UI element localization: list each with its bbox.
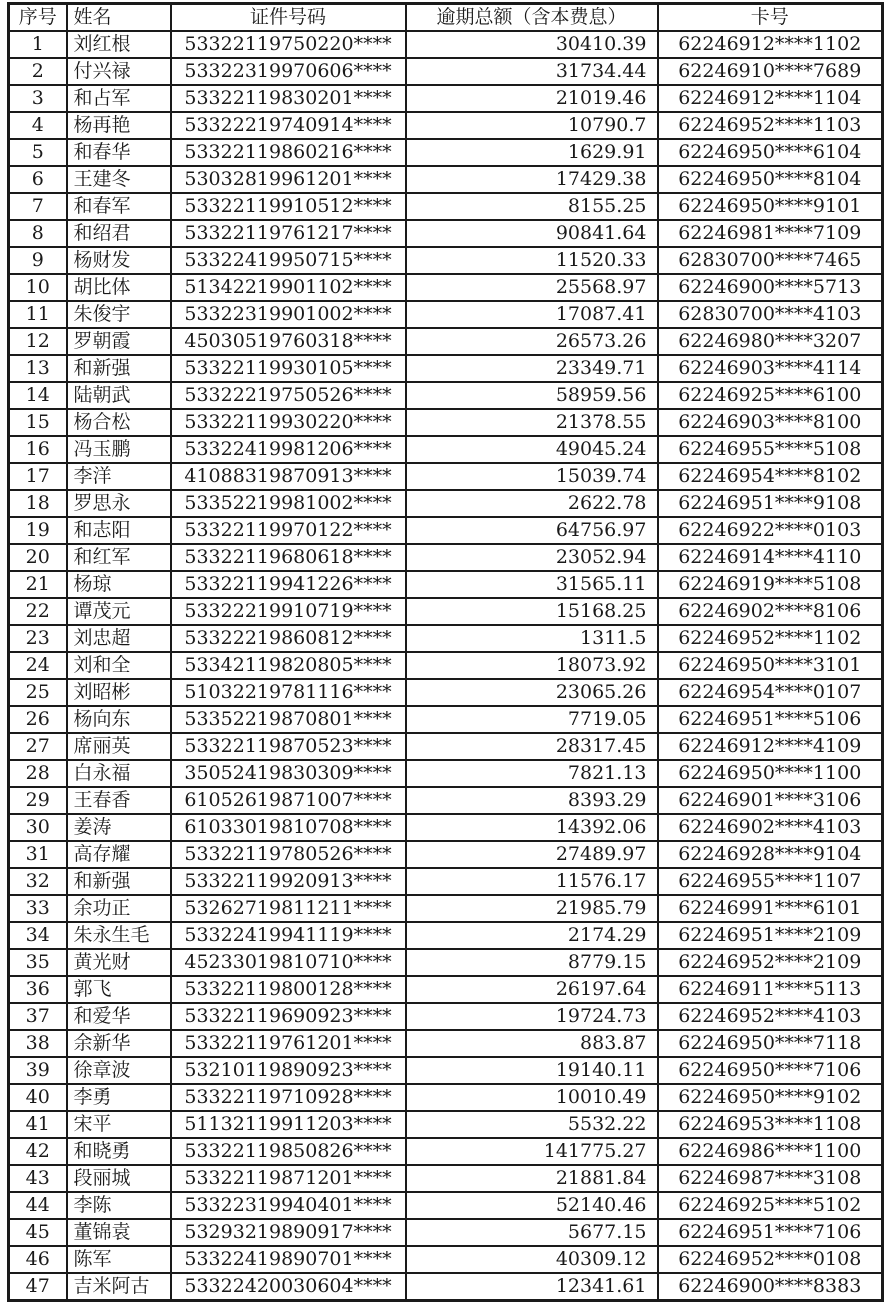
cell-index: 1 (9, 31, 67, 58)
cell-name: 王建冬 (67, 166, 171, 193)
cell-name: 王春香 (67, 787, 171, 814)
cell-name: 白永福 (67, 760, 171, 787)
cell-id-number: 61052619871007**** (171, 787, 406, 814)
cell-name: 杨财发 (67, 247, 171, 274)
cell-overdue-amount: 12341.61 (406, 1273, 658, 1301)
cell-name: 朱俊宇 (67, 301, 171, 328)
cell-id-number: 53322419890701**** (171, 1246, 406, 1273)
cell-card-number: 62246911****5113 (658, 976, 883, 1003)
cell-overdue-amount: 17087.41 (406, 301, 658, 328)
table-row (9, 1111, 883, 1138)
cell-overdue-amount: 23349.71 (406, 355, 658, 382)
cell-id-number: 61033019810708**** (171, 814, 406, 841)
table-row (9, 274, 883, 301)
cell-overdue-amount: 58959.56 (406, 382, 658, 409)
cell-name: 谭茂元 (67, 598, 171, 625)
cell-name: 付兴禄 (67, 58, 171, 85)
cell-index: 35 (9, 949, 67, 976)
table-row (9, 949, 883, 976)
overdue-accounts-table (7, 2, 884, 1302)
cell-name: 李洋 (67, 463, 171, 490)
cell-name: 刘和全 (67, 652, 171, 679)
cell-index: 32 (9, 868, 67, 895)
cell-index: 45 (9, 1219, 67, 1246)
cell-id-number: 53322219860812**** (171, 625, 406, 652)
cell-id-number: 53262719811211**** (171, 895, 406, 922)
cell-name: 罗朝霞 (67, 328, 171, 355)
cell-name: 董锦袁 (67, 1219, 171, 1246)
cell-overdue-amount: 14392.06 (406, 814, 658, 841)
column-header-overdue-amount: 逾期总额（含本费息） (406, 4, 658, 32)
cell-name: 高存耀 (67, 841, 171, 868)
cell-index: 46 (9, 1246, 67, 1273)
cell-name: 余功正 (67, 895, 171, 922)
cell-card-number: 62246900****8383 (658, 1273, 883, 1301)
cell-overdue-amount: 21019.46 (406, 85, 658, 112)
cell-name: 席丽英 (67, 733, 171, 760)
cell-index: 25 (9, 679, 67, 706)
cell-index: 27 (9, 733, 67, 760)
cell-overdue-amount: 8155.25 (406, 193, 658, 220)
cell-card-number: 62246950****7106 (658, 1057, 883, 1084)
cell-card-number: 62246950****8104 (658, 166, 883, 193)
cell-id-number: 53322219750526**** (171, 382, 406, 409)
cell-card-number: 62246951****2109 (658, 922, 883, 949)
cell-card-number: 62246928****9104 (658, 841, 883, 868)
cell-overdue-amount: 21881.84 (406, 1165, 658, 1192)
cell-name: 杨合松 (67, 409, 171, 436)
table-row (9, 409, 883, 436)
cell-name: 和晓勇 (67, 1138, 171, 1165)
cell-overdue-amount: 31565.11 (406, 571, 658, 598)
cell-overdue-amount: 15168.25 (406, 598, 658, 625)
cell-card-number: 62246912****4109 (658, 733, 883, 760)
table-row (9, 814, 883, 841)
cell-index: 34 (9, 922, 67, 949)
cell-index: 16 (9, 436, 67, 463)
cell-name: 徐章波 (67, 1057, 171, 1084)
cell-index: 14 (9, 382, 67, 409)
cell-card-number: 62246902****4103 (658, 814, 883, 841)
cell-name: 刘忠超 (67, 625, 171, 652)
cell-index: 26 (9, 706, 67, 733)
cell-id-number: 53342119820805**** (171, 652, 406, 679)
cell-index: 43 (9, 1165, 67, 1192)
table-row (9, 31, 883, 58)
cell-name: 和红军 (67, 544, 171, 571)
cell-name: 李勇 (67, 1084, 171, 1111)
cell-index: 47 (9, 1273, 67, 1301)
cell-name: 和爱华 (67, 1003, 171, 1030)
table-row (9, 1138, 883, 1165)
cell-index: 13 (9, 355, 67, 382)
cell-index: 24 (9, 652, 67, 679)
cell-overdue-amount: 21985.79 (406, 895, 658, 922)
cell-name: 胡比体 (67, 274, 171, 301)
cell-overdue-amount: 52140.46 (406, 1192, 658, 1219)
cell-overdue-amount: 23065.26 (406, 679, 658, 706)
cell-id-number: 53322119871201**** (171, 1165, 406, 1192)
cell-card-number: 62246900****5713 (658, 274, 883, 301)
table-row (9, 112, 883, 139)
cell-card-number: 62246919****5108 (658, 571, 883, 598)
table-row (9, 760, 883, 787)
cell-overdue-amount: 883.87 (406, 1030, 658, 1057)
table-row (9, 598, 883, 625)
column-header-id-number: 证件号码 (171, 4, 406, 32)
cell-id-number: 35052419830309**** (171, 760, 406, 787)
cell-name: 和志阳 (67, 517, 171, 544)
cell-index: 22 (9, 598, 67, 625)
cell-name: 和绍君 (67, 220, 171, 247)
cell-id-number: 53322319970606**** (171, 58, 406, 85)
table-row (9, 382, 883, 409)
cell-name: 陆朝武 (67, 382, 171, 409)
cell-card-number: 62246951****7106 (658, 1219, 883, 1246)
cell-card-number: 62246950****7118 (658, 1030, 883, 1057)
cell-card-number: 62246950****9101 (658, 193, 883, 220)
cell-overdue-amount: 64756.97 (406, 517, 658, 544)
cell-index: 28 (9, 760, 67, 787)
cell-id-number: 53032819961201**** (171, 166, 406, 193)
cell-index: 11 (9, 301, 67, 328)
table-row (9, 895, 883, 922)
cell-index: 44 (9, 1192, 67, 1219)
cell-name: 罗思永 (67, 490, 171, 517)
cell-overdue-amount: 11520.33 (406, 247, 658, 274)
cell-card-number: 62246901****3106 (658, 787, 883, 814)
table-row (9, 58, 883, 85)
cell-id-number: 53210119890923**** (171, 1057, 406, 1084)
cell-index: 19 (9, 517, 67, 544)
cell-overdue-amount: 8393.29 (406, 787, 658, 814)
table-row (9, 976, 883, 1003)
table-row (9, 1003, 883, 1030)
cell-overdue-amount: 2622.78 (406, 490, 658, 517)
cell-id-number: 53322119930105**** (171, 355, 406, 382)
cell-id-number: 53322119680618**** (171, 544, 406, 571)
table-row (9, 1219, 883, 1246)
cell-index: 6 (9, 166, 67, 193)
table-row (9, 463, 883, 490)
cell-id-number: 53322419981206**** (171, 436, 406, 463)
cell-card-number: 62246912****1102 (658, 31, 883, 58)
cell-name: 宋平 (67, 1111, 171, 1138)
cell-card-number: 62246950****3101 (658, 652, 883, 679)
cell-card-number: 62246955****1107 (658, 868, 883, 895)
cell-overdue-amount: 5532.22 (406, 1111, 658, 1138)
table-row (9, 220, 883, 247)
cell-index: 36 (9, 976, 67, 1003)
cell-name: 和新强 (67, 868, 171, 895)
cell-index: 42 (9, 1138, 67, 1165)
cell-overdue-amount: 21378.55 (406, 409, 658, 436)
cell-name: 姜涛 (67, 814, 171, 841)
cell-name: 陈军 (67, 1246, 171, 1273)
cell-overdue-amount: 23052.94 (406, 544, 658, 571)
table-row (9, 1273, 883, 1301)
cell-id-number: 53322119860216**** (171, 139, 406, 166)
cell-index: 38 (9, 1030, 67, 1057)
cell-id-number: 53322119780526**** (171, 841, 406, 868)
cell-overdue-amount: 1311.5 (406, 625, 658, 652)
cell-name: 杨向东 (67, 706, 171, 733)
cell-card-number: 62246952****2109 (658, 949, 883, 976)
cell-id-number: 53322119970122**** (171, 517, 406, 544)
cell-name: 余新华 (67, 1030, 171, 1057)
cell-index: 18 (9, 490, 67, 517)
table-row (9, 85, 883, 112)
cell-id-number: 53322119920913**** (171, 868, 406, 895)
cell-id-number: 53322419950715**** (171, 247, 406, 274)
cell-name: 朱永生毛 (67, 922, 171, 949)
cell-overdue-amount: 11576.17 (406, 868, 658, 895)
cell-overdue-amount: 26197.64 (406, 976, 658, 1003)
table-row (9, 301, 883, 328)
cell-index: 3 (9, 85, 67, 112)
table-row (9, 490, 883, 517)
cell-card-number: 62246952****1102 (658, 625, 883, 652)
cell-id-number: 53322219910719**** (171, 598, 406, 625)
cell-id-number: 53322119850826**** (171, 1138, 406, 1165)
cell-index: 37 (9, 1003, 67, 1030)
cell-card-number: 62246954****0107 (658, 679, 883, 706)
cell-id-number: 53322119761217**** (171, 220, 406, 247)
cell-id-number: 53322119710928**** (171, 1084, 406, 1111)
cell-name: 刘红根 (67, 31, 171, 58)
cell-overdue-amount: 5677.15 (406, 1219, 658, 1246)
cell-name: 和春华 (67, 139, 171, 166)
table-row (9, 436, 883, 463)
table-row (9, 1084, 883, 1111)
cell-overdue-amount: 40309.12 (406, 1246, 658, 1273)
table-row (9, 625, 883, 652)
cell-card-number: 62246903****4114 (658, 355, 883, 382)
cell-card-number: 62246922****0103 (658, 517, 883, 544)
cell-overdue-amount: 10790.7 (406, 112, 658, 139)
table-row (9, 139, 883, 166)
cell-overdue-amount: 19724.73 (406, 1003, 658, 1030)
cell-overdue-amount: 15039.74 (406, 463, 658, 490)
table-row (9, 706, 883, 733)
cell-index: 33 (9, 895, 67, 922)
table-row (9, 1192, 883, 1219)
cell-overdue-amount: 28317.45 (406, 733, 658, 760)
cell-id-number: 51132119911203**** (171, 1111, 406, 1138)
cell-card-number: 62246912****1104 (658, 85, 883, 112)
cell-index: 39 (9, 1057, 67, 1084)
table-row (9, 355, 883, 382)
cell-card-number: 62246981****7109 (658, 220, 883, 247)
cell-overdue-amount: 26573.26 (406, 328, 658, 355)
cell-overdue-amount: 25568.97 (406, 274, 658, 301)
cell-index: 30 (9, 814, 67, 841)
cell-card-number: 62246953****1108 (658, 1111, 883, 1138)
cell-name: 黄光财 (67, 949, 171, 976)
cell-card-number: 62830700****4103 (658, 301, 883, 328)
cell-index: 41 (9, 1111, 67, 1138)
cell-name: 冯玉鹏 (67, 436, 171, 463)
cell-overdue-amount: 10010.49 (406, 1084, 658, 1111)
column-header-index: 序号 (9, 4, 67, 32)
cell-card-number: 62246951****5106 (658, 706, 883, 733)
cell-name: 吉米阿古 (67, 1273, 171, 1301)
cell-id-number: 53322319940401**** (171, 1192, 406, 1219)
cell-overdue-amount: 17429.38 (406, 166, 658, 193)
cell-id-number: 53322119800128**** (171, 976, 406, 1003)
cell-index: 2 (9, 58, 67, 85)
cell-overdue-amount: 1629.91 (406, 139, 658, 166)
table-body (9, 31, 883, 1301)
table-row (9, 652, 883, 679)
cell-card-number: 62246952****4103 (658, 1003, 883, 1030)
cell-card-number: 62246950****1100 (658, 760, 883, 787)
cell-overdue-amount: 2174.29 (406, 922, 658, 949)
table-row (9, 517, 883, 544)
cell-index: 20 (9, 544, 67, 571)
cell-overdue-amount: 7719.05 (406, 706, 658, 733)
cell-id-number: 53322119761201**** (171, 1030, 406, 1057)
table-row (9, 1030, 883, 1057)
cell-index: 29 (9, 787, 67, 814)
cell-card-number: 62246991****6101 (658, 895, 883, 922)
table-row (9, 1057, 883, 1084)
cell-overdue-amount: 30410.39 (406, 31, 658, 58)
cell-id-number: 51342219901102**** (171, 274, 406, 301)
table-row (9, 922, 883, 949)
cell-index: 23 (9, 625, 67, 652)
table-row (9, 571, 883, 598)
cell-id-number: 53322119690923**** (171, 1003, 406, 1030)
table-row (9, 841, 883, 868)
cell-name: 李陈 (67, 1192, 171, 1219)
cell-id-number: 51032219781116**** (171, 679, 406, 706)
table-row (9, 868, 883, 895)
cell-overdue-amount: 49045.24 (406, 436, 658, 463)
cell-card-number: 62246986****1100 (658, 1138, 883, 1165)
cell-index: 9 (9, 247, 67, 274)
cell-card-number: 62246952****0108 (658, 1246, 883, 1273)
column-header-name: 姓名 (67, 4, 171, 32)
cell-index: 40 (9, 1084, 67, 1111)
cell-overdue-amount: 27489.97 (406, 841, 658, 868)
table-row (9, 166, 883, 193)
cell-index: 7 (9, 193, 67, 220)
cell-card-number: 62246950****9102 (658, 1084, 883, 1111)
cell-id-number: 41088319870913**** (171, 463, 406, 490)
cell-id-number: 53322119910512**** (171, 193, 406, 220)
cell-id-number: 53322420030604**** (171, 1273, 406, 1301)
cell-index: 21 (9, 571, 67, 598)
table-row (9, 1165, 883, 1192)
cell-card-number: 62246955****5108 (658, 436, 883, 463)
table-row (9, 679, 883, 706)
cell-card-number: 62246925****6100 (658, 382, 883, 409)
table-row (9, 544, 883, 571)
cell-overdue-amount: 141775.27 (406, 1138, 658, 1165)
table-header-row (9, 4, 883, 32)
table-row (9, 247, 883, 274)
cell-overdue-amount: 19140.11 (406, 1057, 658, 1084)
cell-name: 杨再艳 (67, 112, 171, 139)
cell-card-number: 62246950****6104 (658, 139, 883, 166)
cell-id-number: 53352219981002**** (171, 490, 406, 517)
cell-id-number: 45030519760318**** (171, 328, 406, 355)
cell-id-number: 53322119941226**** (171, 571, 406, 598)
cell-overdue-amount: 18073.92 (406, 652, 658, 679)
table-row (9, 787, 883, 814)
cell-name: 杨琼 (67, 571, 171, 598)
cell-name: 和春军 (67, 193, 171, 220)
cell-card-number: 62246980****3207 (658, 328, 883, 355)
table-row (9, 193, 883, 220)
cell-card-number: 62246910****7689 (658, 58, 883, 85)
cell-card-number: 62246954****8102 (658, 463, 883, 490)
cell-name: 段丽城 (67, 1165, 171, 1192)
cell-id-number: 53322319901002**** (171, 301, 406, 328)
cell-card-number: 62246903****8100 (658, 409, 883, 436)
cell-id-number: 53322419941119**** (171, 922, 406, 949)
cell-overdue-amount: 8779.15 (406, 949, 658, 976)
cell-id-number: 53322119830201**** (171, 85, 406, 112)
cell-card-number: 62246914****4110 (658, 544, 883, 571)
cell-index: 10 (9, 274, 67, 301)
cell-id-number: 53293219890917**** (171, 1219, 406, 1246)
cell-id-number: 45233019810710**** (171, 949, 406, 976)
cell-card-number: 62246925****5102 (658, 1192, 883, 1219)
cell-card-number: 62246951****9108 (658, 490, 883, 517)
cell-id-number: 53322119870523**** (171, 733, 406, 760)
cell-card-number: 62246902****8106 (658, 598, 883, 625)
cell-overdue-amount: 90841.64 (406, 220, 658, 247)
table-row (9, 1246, 883, 1273)
cell-card-number: 62246987****3108 (658, 1165, 883, 1192)
cell-id-number: 53322219740914**** (171, 112, 406, 139)
cell-id-number: 53352219870801**** (171, 706, 406, 733)
cell-index: 4 (9, 112, 67, 139)
cell-index: 12 (9, 328, 67, 355)
cell-card-number: 62830700****7465 (658, 247, 883, 274)
table-row (9, 328, 883, 355)
table-row (9, 733, 883, 760)
cell-card-number: 62246952****1103 (658, 112, 883, 139)
cell-overdue-amount: 7821.13 (406, 760, 658, 787)
cell-index: 31 (9, 841, 67, 868)
column-header-card-number: 卡号 (658, 4, 883, 32)
cell-overdue-amount: 31734.44 (406, 58, 658, 85)
cell-index: 15 (9, 409, 67, 436)
cell-index: 17 (9, 463, 67, 490)
cell-name: 刘昭彬 (67, 679, 171, 706)
cell-id-number: 53322119930220**** (171, 409, 406, 436)
cell-index: 5 (9, 139, 67, 166)
cell-name: 和新强 (67, 355, 171, 382)
cell-index: 8 (9, 220, 67, 247)
cell-name: 郭飞 (67, 976, 171, 1003)
cell-id-number: 53322119750220**** (171, 31, 406, 58)
cell-name: 和占军 (67, 85, 171, 112)
